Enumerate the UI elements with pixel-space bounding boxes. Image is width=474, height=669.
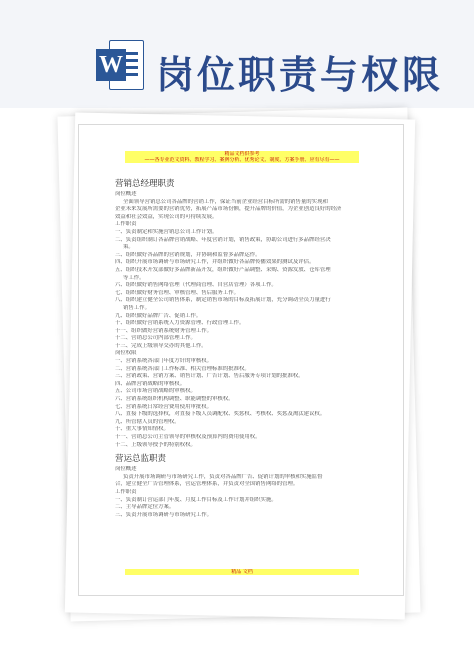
paragraph-line: 十、重大事情知情权。 (115, 426, 169, 433)
paragraph-line: 岗位权限 (115, 350, 137, 357)
paragraph-line: 十二、营销总公司内部管理工作。 (115, 335, 196, 342)
paragraph-line: 七、营销系统日常经营费用使用审批权。 (115, 403, 213, 410)
word-icon (96, 40, 144, 90)
paragraph-line: 二、负责组织制订各品牌营销战略、年度营销计划，销售政策，协助公司进行多品牌经营决 (115, 236, 331, 243)
paragraph-line: 九、所管辖人员的管理权。 (115, 418, 180, 425)
paragraph-line: 四、组织开展市场调研与市场研究工作，并组织做好各品牌传播效果的测试及评估。 (115, 259, 315, 266)
paragraph-line: 八、组织建立健全公司销售体系，制定销售市场的目标及拓展计划，充分调动全员力量进行 (115, 297, 331, 304)
paragraph-line: 三、负责开展市场调研与市场研究工作。 (115, 511, 213, 518)
paragraph-line: 八、直接下级的选择权，对直接下级人员调配权、奖惩权、考核权、奖惩及淘汰建议权。 (115, 411, 326, 418)
paragraph-line: 十一、营销总公司主管领导的审核权及预算内的费用使用权。 (115, 434, 261, 440)
word-badge: W (96, 49, 126, 81)
paragraph-line: 十二、上级领导授予的特别权权。 (115, 441, 196, 448)
paragraph-line: 十三、完成上级领导交办的其他工作。 (115, 342, 207, 349)
paragraph-line: 企业未来发展所需要的营销优势，拓展产品市场份额，提升品牌的价值，为企业创造良好的经济 (115, 206, 342, 213)
paragraph-line: 工作职责 (115, 221, 137, 228)
top-banner (125, 151, 359, 163)
section-heading: 营运总监职责 (115, 454, 167, 465)
paragraph-line: 七、组织做好财务管理、审核管理、售后服务工作。 (115, 289, 239, 296)
paragraph-line: 一、负责制订营运部门年度、月度工作目标及工作计划并组织实施。 (115, 496, 277, 503)
top-banner-title: 精品文档供参考 (224, 151, 260, 157)
paragraph-line: 四、品牌营销战略的审核权。 (115, 380, 186, 387)
bottom-banner: 精品 文档 (125, 569, 359, 575)
paragraph-line: 销售工作。 (123, 304, 150, 311)
header-banner (0, 0, 474, 108)
paragraph-line: 等工作。 (123, 274, 145, 281)
paragraph-line: 全面领导营销总公司各品牌的营销工作，保证当前企业经营目标所需的销售量的实现和 (123, 198, 328, 205)
paragraph-line: 十、组织做好营销系统人力资源管理、行政管理工作。 (115, 320, 245, 327)
paragraph-line: 工作职责 (115, 488, 137, 495)
paragraph-line: 岗位概述 (115, 466, 137, 473)
page-title: 岗位职责与权限 (156, 53, 444, 97)
paragraph-line: 合，建立健全广告管理体系，营运管理体系，并负责对全国销售网络的管理。 (115, 481, 299, 488)
paragraph-line: 效益和社会效益，实现公司的可持续发展。 (115, 213, 218, 220)
paragraph-line: 负责开展市场调研与市场研究工作，负责对各品牌广告、促销计划的审核和实施监督 (123, 473, 323, 480)
document-content (115, 177, 381, 519)
paragraph-line: 三、组织做好各品牌的营销规划，并协调和监督多品牌运作。 (115, 251, 261, 258)
top-banner-subtitle: ——各专业范文资料、教程学习、案例分析、优秀论文、制度、方案手册、应有尽有—— (144, 157, 340, 163)
paragraph-line: 一、营销系统各部门年度方针的审核权。 (115, 358, 213, 365)
document-page (78, 124, 404, 596)
paragraph-line: 五、公司市场营销战略的审核权。 (115, 388, 196, 395)
paragraph-line: 策。 (123, 244, 134, 251)
paragraph-line: 五、组织技术开发部做好多品牌新品开发，组织做好产品调整、采购、资源发放、仓库管理 (115, 266, 331, 273)
paragraph-line: 九、组织做好品牌广告、促销工作。 (115, 312, 202, 319)
paragraph-line: 一、负责制定和实施营销总公司工作计划。 (115, 228, 218, 235)
paragraph-line: 二、主导品牌定位方案。 (115, 504, 175, 511)
section-heading: 营销总经理职责 (115, 179, 175, 189)
paragraph-line: 三、营销政策、营销方案、销售计划、广告计划、售后服务专项计划的批准权。 (115, 373, 304, 380)
paragraph-line: 六、组织做好销售网络管理（代理商管理、自营店管理）各项工作。 (115, 282, 277, 289)
paragraph-line: 六、营销系统组织机构调整、职能调整的审核权。 (115, 396, 234, 403)
paragraph-line: 十一、组织做好营销系统财务管理工作。 (115, 327, 213, 334)
paragraph-line: 岗位概述 (115, 191, 137, 197)
paragraph-line: 二、营销系统各部门工作标准、相关管理标准的批准权。 (115, 365, 250, 372)
